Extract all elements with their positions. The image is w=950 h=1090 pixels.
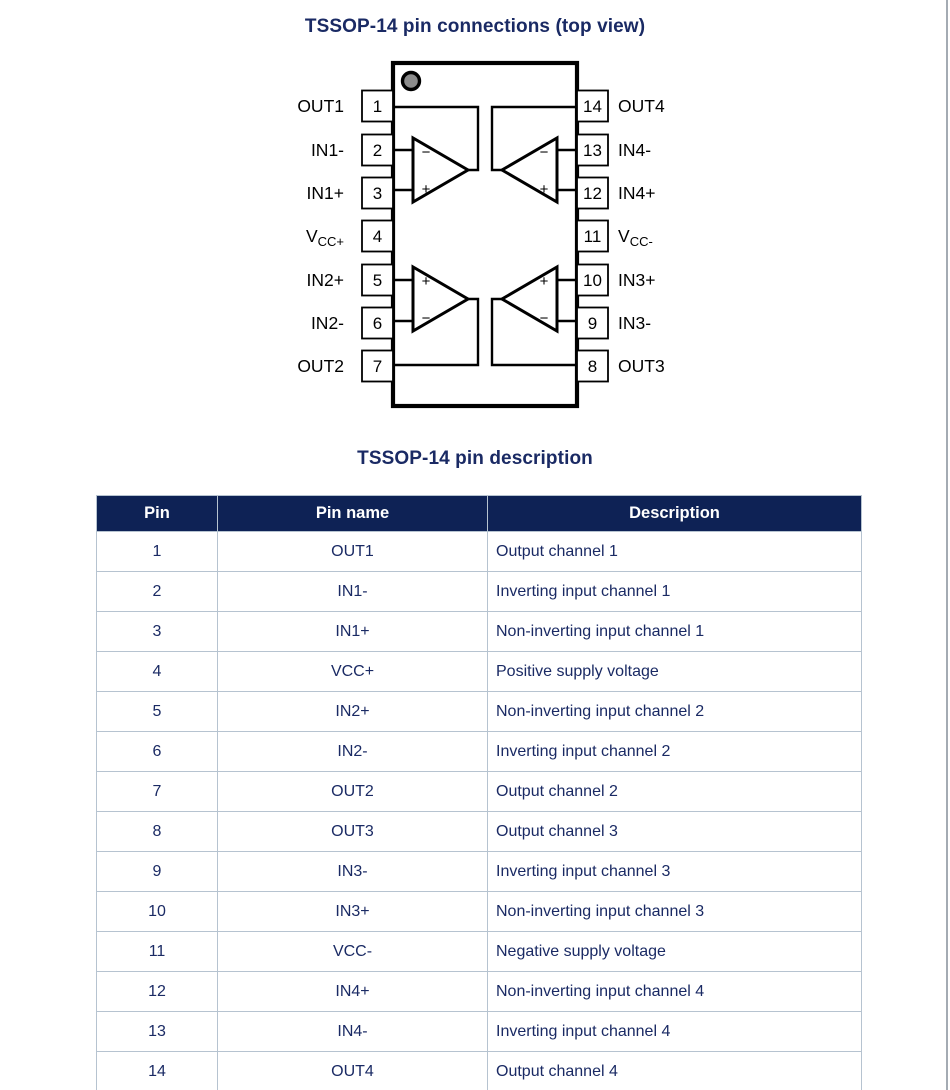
pin-connections-title: TSSOP-14 pin connections (top view) [304,16,646,37]
pin-name-cell: IN3- [218,852,488,892]
pin-description-cell: Non-inverting input channel 2 [488,692,862,732]
opamp2-plus-sign: + [421,273,431,290]
pin-description-title: TSSOP-14 pin description [357,448,593,469]
page-edge-line [946,0,948,1090]
pin-number-cell: 5 [97,692,218,732]
pin-number: 12 [583,184,602,203]
pin-number-cell: 7 [97,772,218,812]
pin-table-row [97,612,862,652]
pin-number-cell: 12 [97,972,218,1012]
pin-description-cell: Inverting input channel 2 [488,732,862,772]
pin-number: 8 [587,357,598,376]
pin-row-right-12 [577,178,655,209]
pin-row-left-2 [311,135,393,166]
pin-name-cell: IN2+ [218,692,488,732]
pin-row-right-11 [577,221,653,252]
vcc-base: V [305,226,318,246]
pin-row-left-5 [307,265,393,296]
opamp3-plus-sign: + [539,273,549,290]
pin-row-left-6 [311,308,393,339]
pin-number: 6 [372,314,383,333]
pin-number: 14 [583,97,602,116]
pin-number: 10 [583,271,602,290]
pin-description-cell: Output channel 3 [488,812,862,852]
pin-table-body [97,532,862,1090]
header-pin: Pin [97,496,218,532]
table-header-row [97,496,862,532]
pin-number: 3 [372,184,383,203]
pin-name-cell: IN1- [218,572,488,612]
pin-table-row [97,892,862,932]
opamp1-minus-sign: − [421,144,431,161]
pin-number: 13 [583,141,602,160]
pin-name-cell: OUT3 [218,812,488,852]
pin-number-cell: 8 [97,812,218,852]
opamp1-plus-sign: + [421,181,431,198]
pin-description-cell: Output channel 2 [488,772,862,812]
pin-description-cell: Non-inverting input channel 1 [488,612,862,652]
pin-number: 2 [372,141,383,160]
pin-label: IN1+ [306,183,344,203]
pin-name-cell: OUT2 [218,772,488,812]
pin1-indicator-dot [403,73,420,90]
pin-row-left-3 [307,178,393,209]
pin-label: IN4+ [618,183,656,203]
pin-description-table [96,495,862,1090]
vcc-subscript: CC+ [317,234,344,249]
header-pin-name: Pin name [218,496,488,532]
pin-description-cell: Output channel 1 [488,532,862,572]
opamp3-minus-sign: − [539,310,549,327]
pin-description-cell: Non-inverting input channel 3 [488,892,862,932]
pin-label: IN3- [618,313,652,333]
pin-number-cell: 4 [97,652,218,692]
pin-name-cell: IN4+ [218,972,488,1012]
pin-row-left-7 [297,351,393,382]
pin-label: IN2+ [306,270,344,290]
pin-number: 7 [372,357,383,376]
pin-row-left-4 [306,221,393,252]
pin-name-cell: OUT4 [218,1052,488,1090]
pin-table-row [97,812,862,852]
opamp2-minus-sign: − [421,310,431,327]
pin-table-row [97,932,862,972]
pin-table-row [97,572,862,612]
pin-number-cell: 10 [97,892,218,932]
pin-connections-diagram [0,0,950,435]
pin-label-vcc-plus [306,226,344,249]
pin-label-vcc-minus [618,226,653,249]
pin-label: OUT3 [618,356,665,376]
pin-name-cell: VCC- [218,932,488,972]
pin-number-cell: 2 [97,572,218,612]
pin-label: OUT1 [297,96,344,116]
pin-label: IN2- [310,313,344,333]
pin-description-cell: Negative supply voltage [488,932,862,972]
pin-table-row [97,732,862,772]
opamp4-plus-sign: + [539,181,549,198]
pin-label: OUT4 [618,96,665,116]
pin-number: 4 [372,227,383,246]
pin-number-cell: 6 [97,732,218,772]
pin-table-row [97,972,862,1012]
pin-number-cell: 9 [97,852,218,892]
pin-number: 9 [587,314,598,333]
pin-description-cell: Inverting input channel 1 [488,572,862,612]
pin-row-right-10 [577,265,655,296]
pin-table-row [97,532,862,572]
opamp4-minus-sign: − [539,144,549,161]
pin-row-right-14 [577,91,665,122]
pin-description-cell: Inverting input channel 4 [488,1012,862,1052]
vcc-base: V [618,226,630,246]
vcc-subscript: CC- [629,234,653,249]
pin-number: 5 [372,271,383,290]
pin-label: IN3+ [618,270,656,290]
pin-label: OUT2 [297,356,344,376]
pin-number-cell: 3 [97,612,218,652]
pin-table-row [97,1012,862,1052]
pin-label: IN4- [618,140,652,160]
header-description: Description [488,496,862,532]
pin-label: IN1- [310,140,344,160]
pin-description-cell: Inverting input channel 3 [488,852,862,892]
pin-table-row [97,692,862,732]
package-outline [393,63,577,406]
pin-name-cell: VCC+ [218,652,488,692]
pin-name-cell: OUT1 [218,532,488,572]
pin-row-right-8 [577,351,665,382]
pin-row-left-1 [297,91,393,122]
pin-table-row [97,1052,862,1090]
pin-number-cell: 14 [97,1052,218,1090]
pin-number-cell: 11 [97,932,218,972]
pin-table-row [97,772,862,812]
pin-table-row [97,652,862,692]
pin-number-cell: 1 [97,532,218,572]
pin-table-row [97,852,862,892]
pin-name-cell: IN3+ [218,892,488,932]
pin-description-cell: Non-inverting input channel 4 [488,972,862,1012]
pin-name-cell: IN4- [218,1012,488,1052]
pin-description-cell: Positive supply voltage [488,652,862,692]
pin-name-cell: IN2- [218,732,488,772]
pin-name-cell: IN1+ [218,612,488,652]
pin-row-right-13 [577,135,651,166]
pin-number-cell: 13 [97,1012,218,1052]
pin-description-cell: Output channel 4 [488,1052,862,1090]
pin-row-right-9 [577,308,651,339]
pin-number: 11 [583,227,602,246]
pin-number: 1 [372,97,383,116]
